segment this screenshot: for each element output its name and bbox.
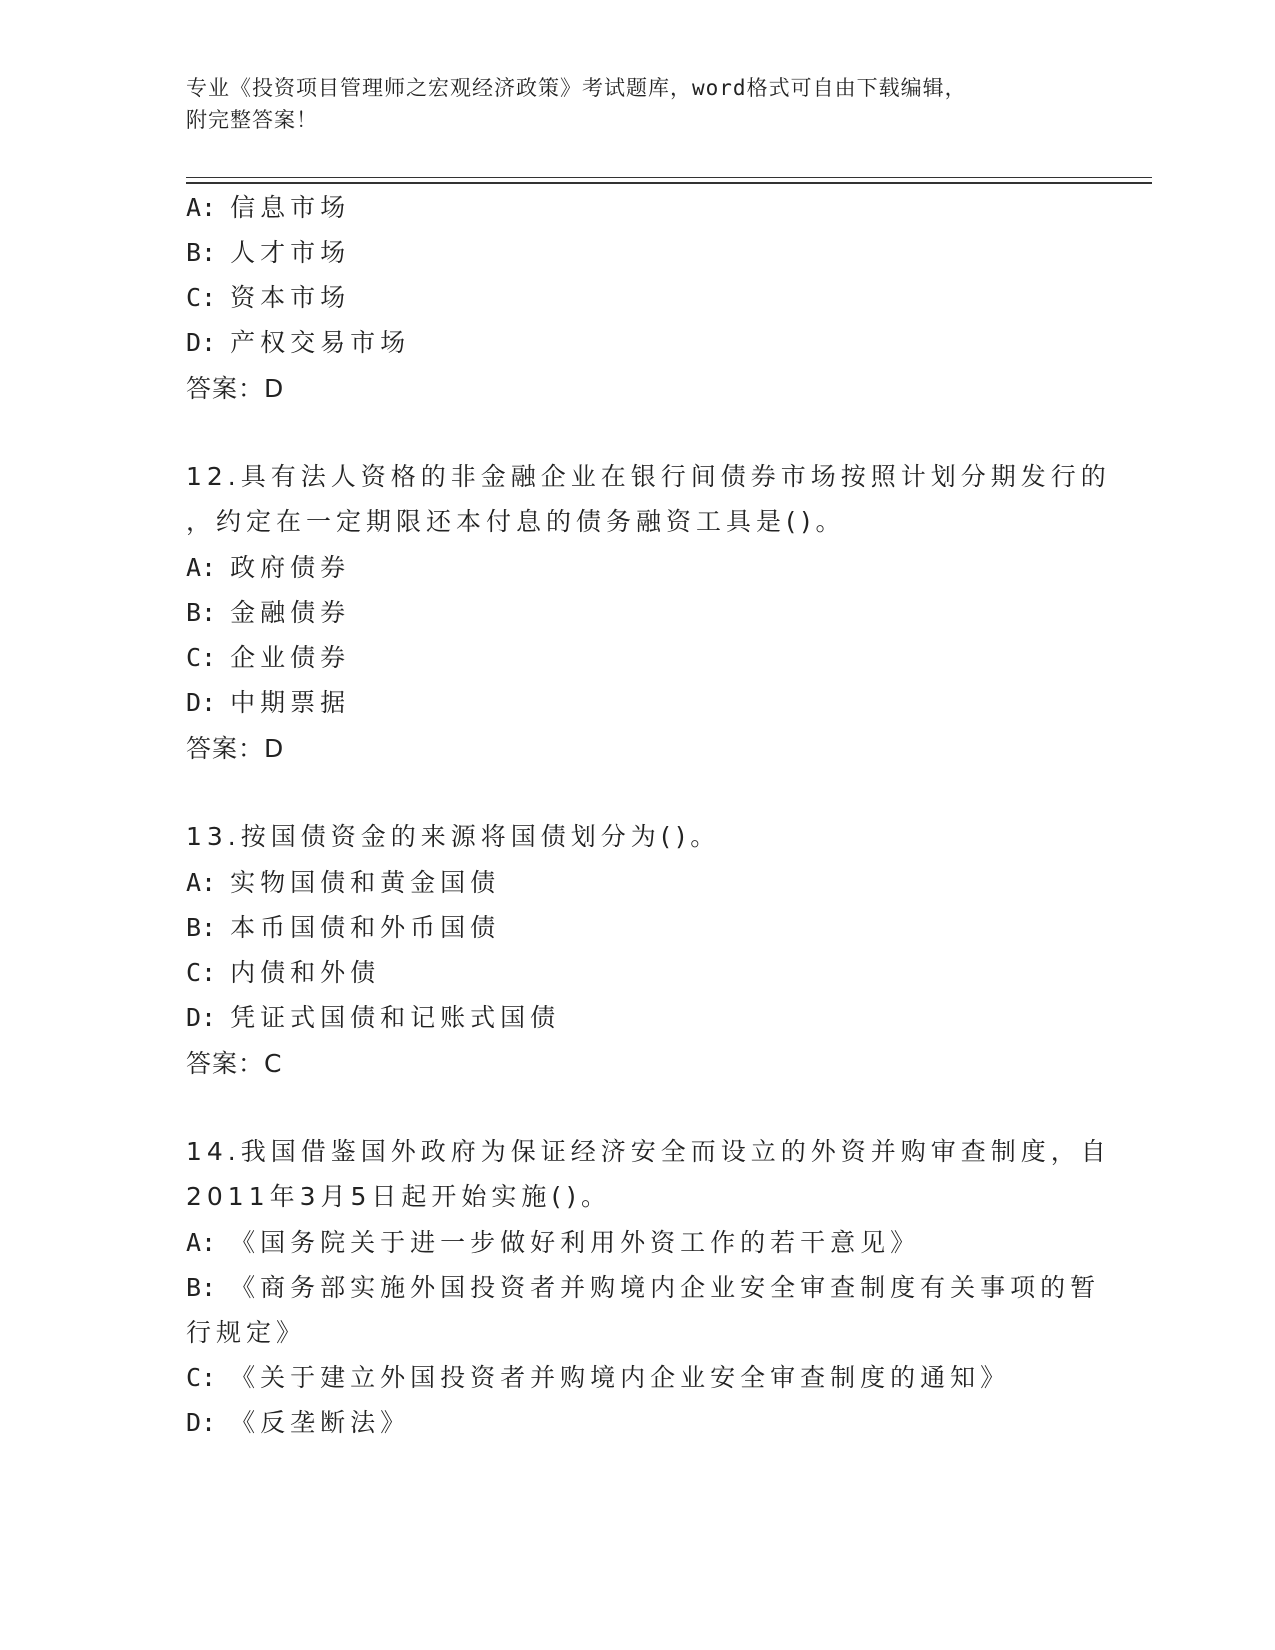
q14-option-d	[186, 1408, 410, 1438]
q14-option-b	[186, 1273, 1100, 1303]
q11-answer: 答案：D	[186, 374, 285, 403]
header-line-1: 专业《投资项目管理师之宏观经济政策》考试题库，word格式可自由下载编辑，	[186, 76, 967, 100]
option-letter: C:	[186, 283, 217, 312]
option-text: 产权交易市场	[230, 328, 411, 357]
option-text: 本币国债和外币国债	[230, 913, 501, 942]
q12-stem-line-1: 12.具有法人资格的非金融企业在银行间债券市场按照计划分期发行的	[186, 462, 1111, 491]
option-text: 信息市场	[230, 193, 351, 222]
q13-option-a	[186, 868, 500, 898]
option-letter: B:	[186, 598, 217, 627]
q12-option-a	[186, 553, 350, 583]
option-letter: D:	[186, 688, 217, 717]
option-text: 《商务部实施外国投资者并购境内企业安全审查制度有关事项的暂	[230, 1273, 1101, 1302]
option-letter: C:	[186, 643, 217, 672]
option-text: 《反垄断法》	[230, 1408, 411, 1437]
option-text: 中期票据	[230, 688, 351, 717]
option-letter: A:	[186, 553, 217, 582]
q12-stem-line-2: ，约定在一定期限还本付息的债务融资工具是()。	[186, 507, 846, 536]
q13-option-b	[186, 913, 500, 943]
option-text: 企业债券	[230, 643, 351, 672]
option-letter: A:	[186, 868, 217, 897]
q13-option-d	[186, 1003, 560, 1033]
option-text: 凭证式国债和记账式国债	[230, 1003, 561, 1032]
q14-option-b-continued	[186, 1318, 306, 1348]
q11-option-c	[186, 283, 350, 313]
q12-option-c	[186, 643, 350, 673]
header-rule-thin	[186, 177, 1152, 178]
option-letter: B:	[186, 1273, 217, 1302]
q14-option-a	[186, 1228, 920, 1258]
option-text: 金融债券	[230, 598, 351, 627]
q14-stem-line-1: 14.我国借鉴国外政府为保证经济安全而设立的外资并购审查制度，自	[186, 1137, 1111, 1166]
option-text: 内债和外债	[230, 958, 381, 987]
option-letter: B:	[186, 238, 217, 267]
q12-option-d	[186, 688, 350, 718]
q14-stem-line-2: 2011年3月5日起开始实施()。	[186, 1182, 611, 1211]
header-line-2: 附完整答案！	[186, 108, 318, 132]
option-text: 《关于建立外国投资者并购境内企业安全审查制度的通知》	[230, 1363, 1011, 1392]
option-text: 人才市场	[230, 238, 351, 267]
q11-option-b	[186, 238, 350, 268]
document-header	[186, 72, 1086, 136]
option-text: 《国务院关于进一步做好利用外资工作的若干意见》	[230, 1228, 921, 1257]
option-letter: C:	[186, 1363, 217, 1392]
q11-option-a	[186, 193, 350, 223]
q11-option-d	[186, 328, 410, 358]
option-letter: A:	[186, 193, 217, 222]
option-letter: A:	[186, 1228, 217, 1257]
option-text: 行规定》	[186, 1318, 307, 1347]
q12-answer: 答案：D	[186, 734, 285, 763]
q13-stem-line-1: 13.按国债资金的来源将国债划分为()。	[186, 822, 721, 851]
option-text: 资本市场	[230, 283, 351, 312]
option-text: 政府债券	[230, 553, 351, 582]
option-letter: D:	[186, 1408, 217, 1437]
q14-option-c	[186, 1363, 1010, 1393]
option-letter: B:	[186, 913, 217, 942]
option-letter: D:	[186, 1003, 217, 1032]
q12-option-b	[186, 598, 350, 628]
option-text: 实物国债和黄金国债	[230, 868, 501, 897]
option-letter: D:	[186, 328, 217, 357]
q13-option-c	[186, 958, 380, 988]
option-letter: C:	[186, 958, 217, 987]
header-rule-thick	[186, 182, 1152, 184]
q13-answer: 答案：C	[186, 1049, 283, 1078]
